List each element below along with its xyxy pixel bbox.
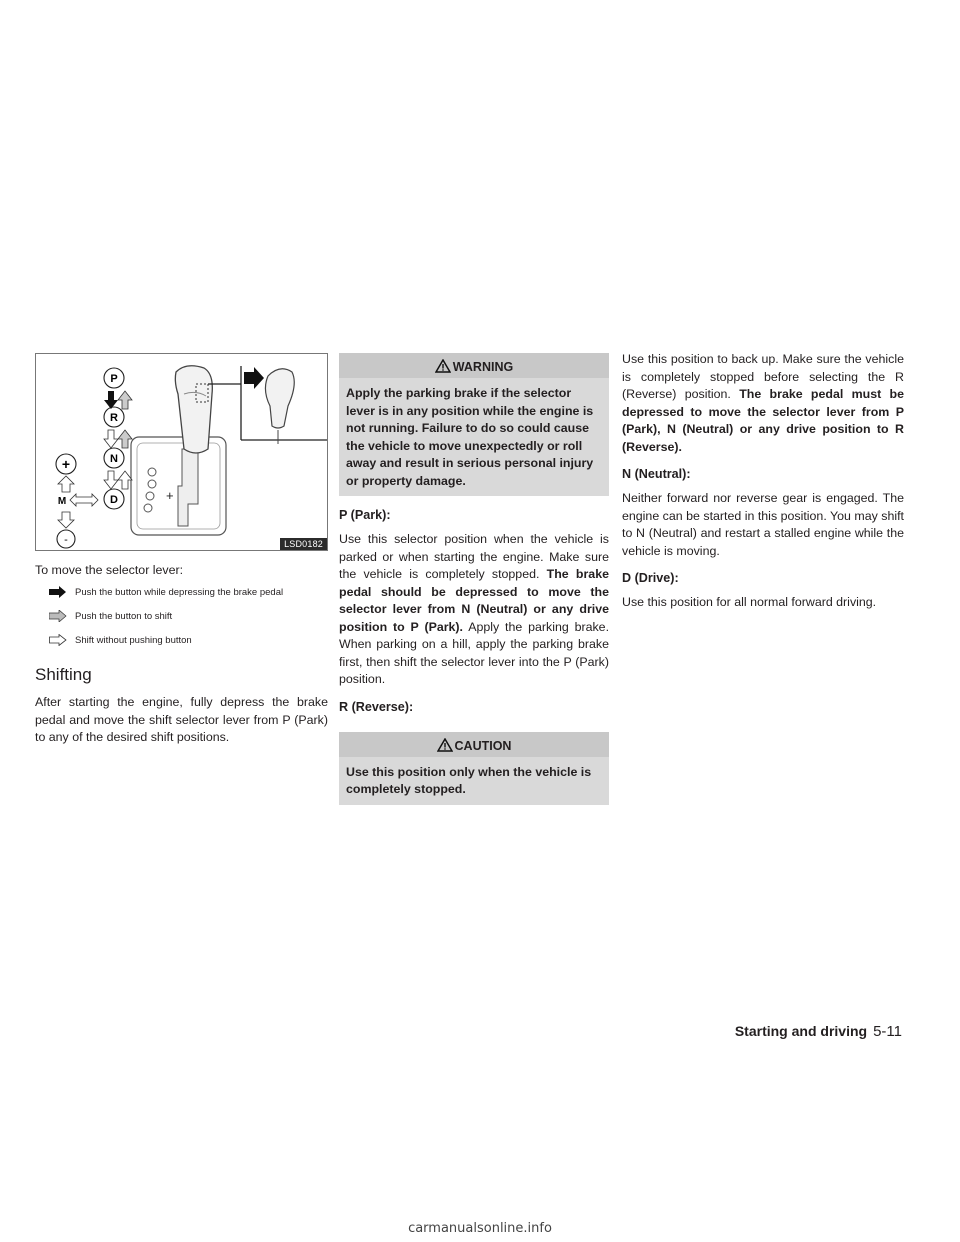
neutral-heading: N (Neutral): — [622, 467, 691, 481]
caution-box — [339, 732, 609, 805]
footer-section: Starting and driving — [734, 1023, 868, 1039]
caution-title-text: CAUTION — [454, 738, 512, 753]
left-column — [35, 353, 328, 758]
drive-heading: D (Drive): — [622, 571, 679, 585]
shift-lever-figure — [35, 353, 328, 551]
warning-body: Apply the parking brake if the selector lever is in any position while the engine is not running. Failure to do so could cause the vehicle to move unexpectedly or roll away and result in serious personal injury or property damage. — [346, 386, 594, 488]
legend-item — [35, 609, 328, 627]
legend-text: Shift without pushing button — [75, 635, 192, 646]
shifting-body: After starting the engine, fully depress the brake pedal and move the shift selector lever from P (Park) to any of the desired shift positions. — [35, 695, 328, 744]
page-footer — [735, 1023, 902, 1040]
label-n: N — [110, 453, 118, 465]
caution-body: Use this position only when the vehicle is completely stopped. — [346, 764, 592, 796]
watermark[interactable]: carmanualsonline.info — [408, 1221, 552, 1236]
figure-id: LSD0182 — [280, 538, 327, 550]
shifting-heading: Shifting — [35, 665, 92, 684]
reverse-bold: The brake pedal must be depressed to move the selector lever from P (Park), N (Neutral) or any drive position to R (Reverse). — [622, 387, 905, 454]
neutral-body: Neither forward nor reverse gear is engaged. The engine can be started in this position. You may shift to N (Neutral) and restart a stalled engine while the vehicle is moving. — [622, 491, 904, 558]
legend-intro: To move the selector lever: — [35, 563, 184, 577]
label-p: P — [110, 373, 118, 385]
svg-text:+: + — [166, 488, 174, 503]
label-plus: + — [61, 456, 71, 472]
warning-title — [339, 353, 609, 378]
drive-body: Use this position for all normal forward driving. — [622, 595, 877, 609]
warning-box — [339, 353, 609, 496]
legend-text: Push the button while depressing the brake pedal — [75, 587, 284, 598]
park-bold: The brake pedal should be depressed to move the selector lever from N (Neutral) or any drive position to P (Park). — [339, 567, 609, 634]
label-minus: - — [64, 534, 68, 546]
right-column — [622, 353, 904, 623]
middle-column — [339, 353, 609, 817]
legend-text: Push the button to shift — [75, 611, 173, 622]
warning-title-text: WARNING — [452, 360, 514, 374]
park-heading: P (Park): — [339, 508, 391, 522]
label-m: M — [57, 496, 67, 507]
outline-arrow-icon — [35, 633, 75, 651]
shift-pattern-illustration — [36, 354, 327, 550]
solid-arrow-icon — [35, 585, 75, 603]
label-r: R — [110, 412, 118, 424]
legend-item — [35, 633, 328, 651]
reverse-text: Use this position to back up. Make sure the vehicle is completely stopped before selecting the R (Reverse) position. — [622, 352, 904, 401]
caution-icon — [437, 738, 453, 752]
label-d: D — [110, 494, 118, 506]
warning-icon — [435, 359, 451, 373]
reverse-body — [622, 351, 904, 456]
park-text-1: Use this selector position when the vehicle is parked or when starting the engine. Make sure the vehicle is completely stopped. — [339, 532, 609, 581]
caution-title — [339, 732, 609, 757]
park-text-2: Apply the parking brake. When parking on a hill, apply the parking brake first, then shift the selector lever into the P (Park) position. — [339, 619, 610, 686]
reverse-heading: R (Reverse): — [339, 699, 414, 714]
dotted-arrow-icon — [35, 609, 75, 627]
page-number: 5-11 — [873, 1023, 902, 1040]
legend-item — [35, 585, 328, 603]
park-body — [339, 531, 609, 689]
